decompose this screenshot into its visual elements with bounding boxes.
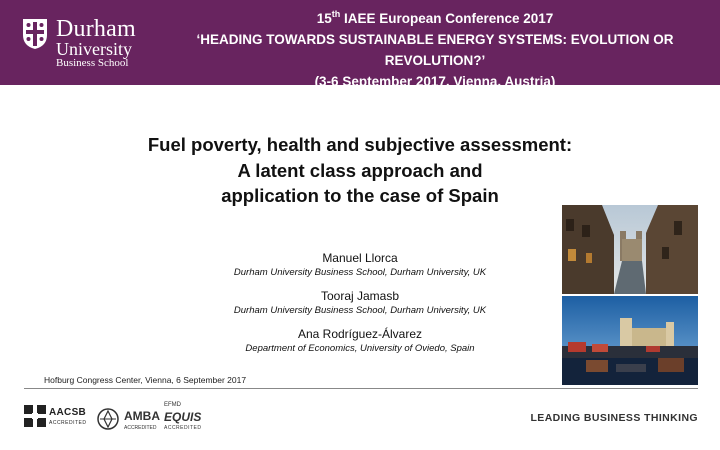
amba-badge <box>96 405 160 435</box>
title-line-3: application to the case of Spain <box>221 185 499 206</box>
conference-name: IAEE European Conference 2017 <box>340 11 554 26</box>
conference-dates: (3-6 September 2017, Vienna, Austria) <box>314 74 556 89</box>
equis-name: EQUIS <box>164 410 202 424</box>
aacsb-sub: ACCREDITED <box>49 420 87 426</box>
conference-edition-suffix: th <box>331 9 341 19</box>
author-name: Ana Rodríguez-Álvarez <box>297 327 423 341</box>
street-photo <box>562 205 698 294</box>
author-affiliation: Durham University Business School, Durham University, UK <box>233 267 487 278</box>
logo-word-durham: Durham <box>56 16 136 42</box>
durham-shield-icon <box>22 18 48 50</box>
aacsb-logo-icon <box>24 405 46 427</box>
conference-theme: ‘HEADING TOWARDS SUSTAINABLE ENERGY SYSTEMS: EVOLUTION OR REVOLUTION?’ <box>196 32 674 68</box>
title-line-2: A latent class approach and <box>237 159 483 181</box>
equis-sub: ACCREDITED <box>164 425 202 431</box>
durham-logo <box>22 14 142 70</box>
author-name: Manuel Llorca <box>322 251 398 265</box>
footer-divider <box>24 388 698 389</box>
presentation-title <box>40 132 680 209</box>
author-affiliation: Department of Economics, University of Oviedo, Spain <box>245 343 475 354</box>
author-name: Tooraj Jamasb <box>320 289 400 303</box>
header-banner <box>0 0 720 89</box>
conference-line-1 <box>150 8 720 29</box>
author-list <box>180 250 540 364</box>
aacsb-badge <box>24 405 94 435</box>
logo-word-business-school: Business School <box>56 57 129 69</box>
efmd-label: EFMD <box>164 402 181 408</box>
cathedral-night-photo <box>562 296 698 385</box>
amba-logo-icon <box>96 407 120 431</box>
conference-info <box>150 8 720 92</box>
aacsb-name: AACSB <box>49 407 87 418</box>
conference-edition-number: 15 <box>316 11 332 26</box>
tagline: LEADING BUSINESS THINKING <box>530 412 698 424</box>
amba-sub: ACCREDITED <box>124 425 157 431</box>
equis-badge <box>164 402 210 435</box>
author-affiliation: Durham University Business School, Durham University, UK <box>233 305 487 316</box>
logo-word-university: University <box>56 39 132 59</box>
amba-name: AMBA <box>124 409 160 423</box>
venue-date: Hofburg Congress Center, Vienna, 6 September 2017 <box>44 375 247 385</box>
title-line-1: Fuel poverty, health and subjective assessment: <box>147 134 573 155</box>
